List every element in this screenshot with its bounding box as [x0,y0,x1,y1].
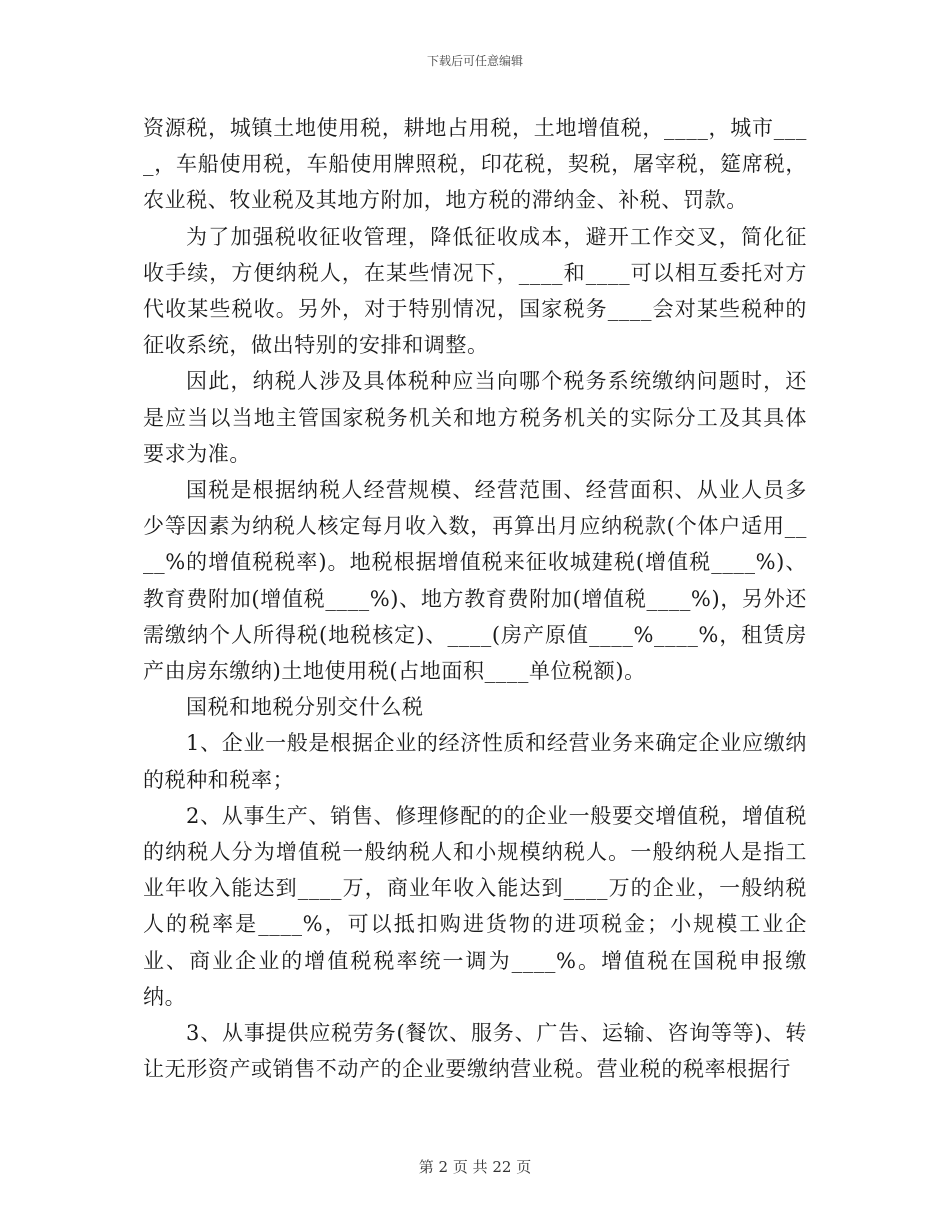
page-header: 下载后可任意编辑 [426,54,523,68]
list-item-2: 2、从事生产、销售、修理修配的的企业一般要交增值税，增值税的纳税人分为增值税一般纳税人和小规模纳税人。一般纳税人是指工业年收入能达到____万，商业年收入能达到____万的企业，一般纳税人的税率是____%，可以抵扣购进货物的进项税金；小规模工业企业、商业企业的增值税税率统一调为____%。增值税在国税申报缴纳。 [143,803,807,1009]
paragraph-tax-list: 资源税，城镇土地使用税，耕地占用税，土地增值税，____，城市____，车船使用税，车船使用牌照税，印花税，契税，屠宰税，筵席税，农业税、牧业税及其地方附加，地方税的滞纳金、补税、罚款。 [143,116,807,213]
page-number: 第 2 页 共 22 页 [418,1158,532,1176]
document-body [143,110,807,1087]
section-heading: 国税和地税分别交什么税 [186,695,424,720]
paragraph-national-tax-assessment: 国税是根据纳税人经营规模、经营范围、经营面积、从业人员多少等因素为纳税人核定每月收入数，再算出月应纳税款(个体户适用____%的增值税税率)。地税根据增值税来征收城建税(增值税____%)、教育费附加(增值税____%)、地方教育费附加(增值税____%)，另外还需缴纳个人所得税(地税核定)、____(房产原值____%____%，租赁房产由房东缴纳)土地使用税(占地面积____单位税额)。 [143,478,807,684]
paragraph-taxpayer-guidance: 因此，纳税人涉及具体税种应当向哪个税务系统缴纳问题时，还是应当以当地主管国家税务机关和地方税务机关的实际分工及其具体要求为准。 [143,369,807,466]
list-item-3: 3、从事提供应税劳务(餐饮、服务、广告、运输、咨询等等)、转让无形资产或销售不动产的企业要缴纳营业税。营业税的税率根据行 [143,1021,807,1082]
paragraph-collection-management: 为了加强税收征收管理，降低征收成本，避开工作交叉，简化征收手续，方便纳税人，在某些情况下，____和____可以相互委托对方代收某些税收。另外，对于特别情况，国家税务____会对某些税种的征收系统，做出特别的安排和调整。 [143,224,807,358]
list-item-1: 1、企业一般是根据企业的经济性质和经营业务来确定企业应缴纳的税种和税率； [143,731,807,792]
